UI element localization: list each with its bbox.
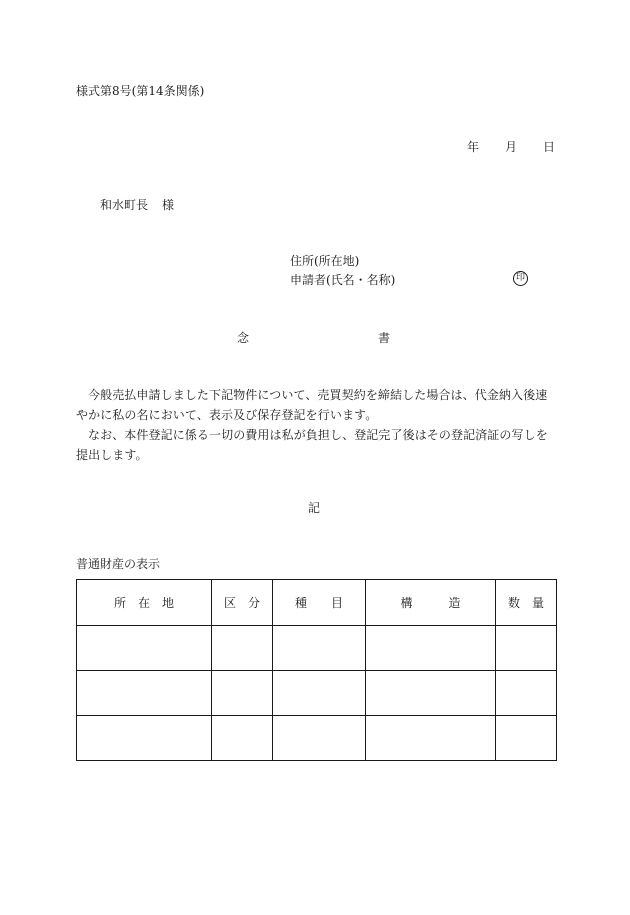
table-cell [212, 671, 273, 716]
title-char: 念 [237, 331, 250, 345]
address-label: 住所(所在地) [290, 254, 360, 268]
column-header-type: 種 目 [273, 580, 366, 626]
table-cell [366, 671, 496, 716]
table-row [77, 716, 557, 761]
document-title [237, 330, 390, 346]
table-row [77, 626, 557, 671]
date-year-label: 年 [467, 140, 480, 154]
table-caption: 普通財産の表示 [76, 557, 161, 571]
table-cell [77, 716, 212, 761]
table-cell [212, 626, 273, 671]
title-char: 書 [378, 331, 391, 345]
table-cell [273, 626, 366, 671]
applicant-name-label: 申請者(氏名・名称) [290, 273, 396, 287]
table-cell [77, 671, 212, 716]
table-cell [496, 671, 557, 716]
column-header-category: 区 分 [212, 580, 273, 626]
addressee-honorific: 様 [162, 198, 175, 212]
table-cell [273, 671, 366, 716]
form-number: 様式第8号(第14条関係) [76, 84, 205, 98]
column-header-quantity: 数 量 [496, 580, 557, 626]
seal-mark: 印 [513, 271, 528, 286]
table-cell [496, 626, 557, 671]
column-header-structure: 構 造 [366, 580, 496, 626]
date-day-label: 日 [543, 140, 556, 154]
table-header-row [77, 580, 557, 626]
property-table [76, 579, 557, 761]
table-row [77, 671, 557, 716]
table-cell [212, 716, 273, 761]
addressee [100, 197, 174, 213]
table-cell [366, 716, 496, 761]
date-line [467, 139, 555, 155]
table-cell [496, 716, 557, 761]
table-cell [366, 626, 496, 671]
date-month-label: 月 [505, 140, 518, 154]
body-paragraph: 今般売払申請しました下記物件について、売買契約を締結した場合は、代金納入後速やかに私の名において、表示及び保存登記を行います。 [76, 388, 548, 422]
table-cell [273, 716, 366, 761]
addressee-name: 和水町長 [100, 198, 149, 212]
body-text [76, 385, 552, 465]
table-cell [77, 626, 212, 671]
body-paragraph: なお、本件登記に係る一切の費用は私が負担し、登記完了後はその登記済証の写しを提出します。 [76, 428, 548, 462]
column-header-location: 所 在 地 [77, 580, 212, 626]
ki-heading: 記 [308, 501, 321, 515]
